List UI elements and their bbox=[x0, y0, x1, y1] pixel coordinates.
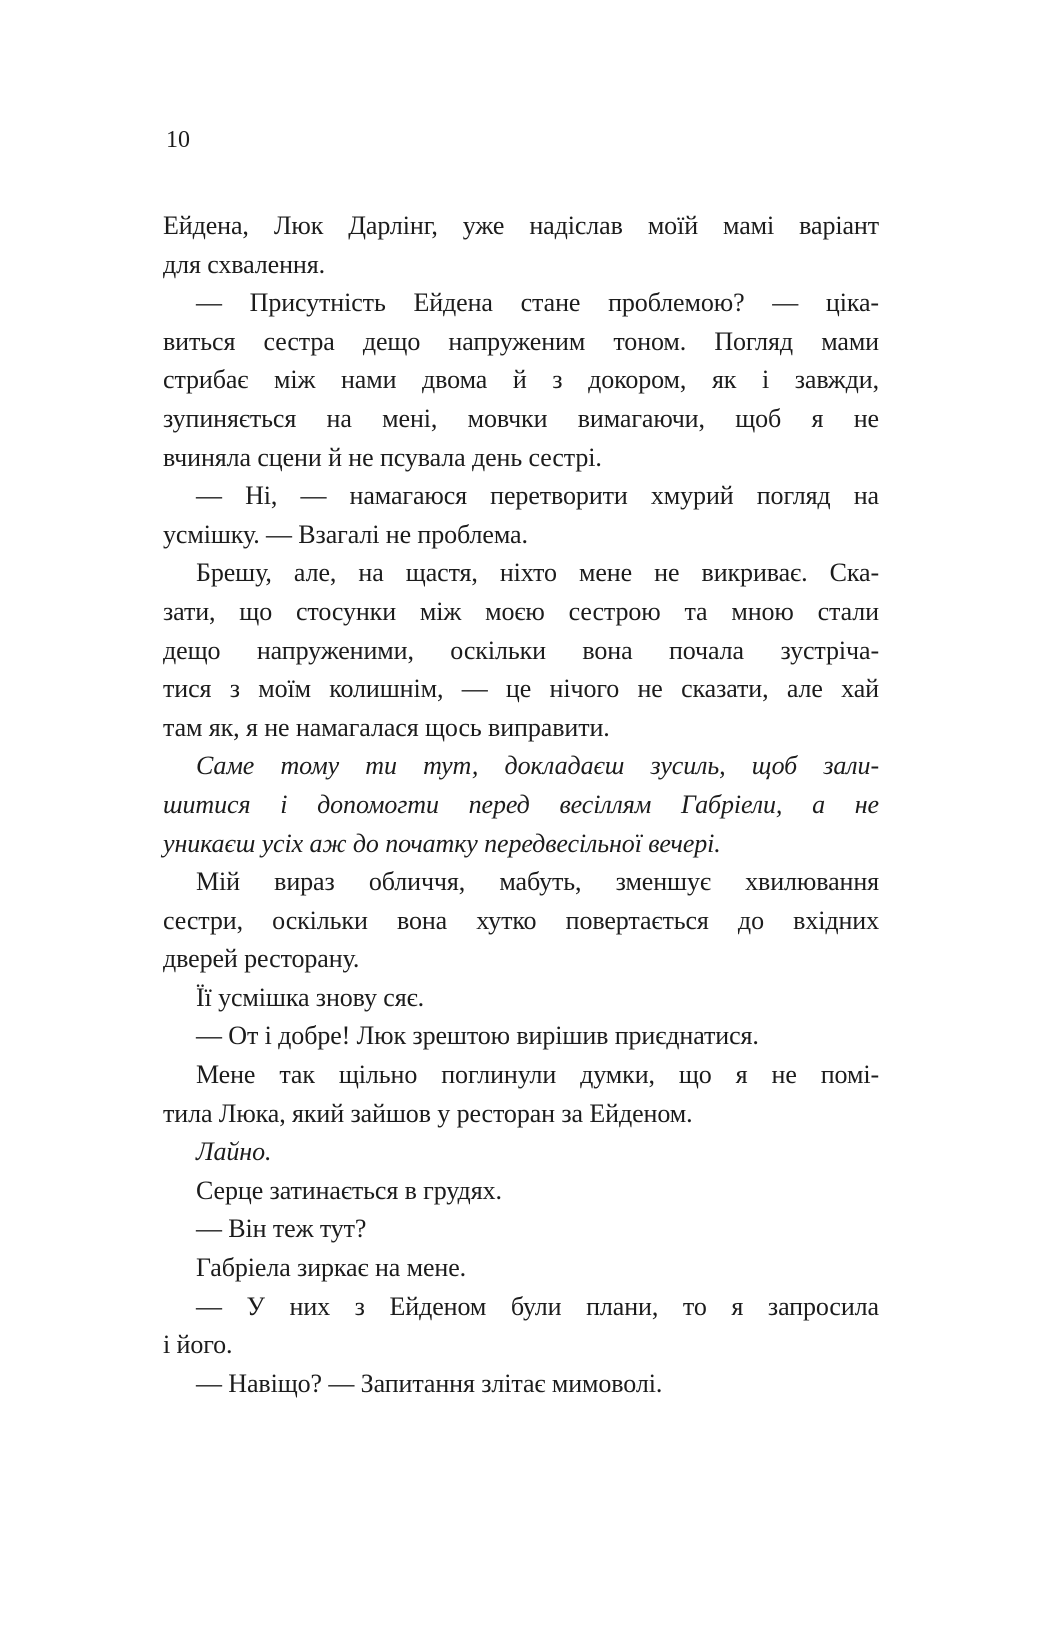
text-line: дещо напруженими, оскільки вона почала зустріча- bbox=[163, 635, 879, 665]
text-line: тися з моїм колишнім, — це нічого не сказати, але хай bbox=[163, 674, 879, 704]
page-number: 10 bbox=[166, 127, 190, 153]
text-line: — Присутність Ейдена стане проблемою? — ціка- bbox=[196, 288, 879, 318]
text-line: зупиняється на мені, мовчки вимагаючи, щоб я не bbox=[163, 403, 879, 433]
text-line: тила Люка, який зайшов у ресторан за Ейденом. bbox=[163, 1098, 693, 1128]
text-line: там як, я не намагалася щось виправити. bbox=[163, 712, 610, 742]
text-line: усмішку. — Взагалі не проблема. bbox=[163, 519, 528, 549]
text-line: зати, що стосунки між моєю сестрою та мною стали bbox=[163, 596, 879, 626]
text-line: сестри, оскільки вона хутко повертається до вхідних bbox=[163, 905, 879, 935]
text-line: стрибає між нами двома й з докором, як і завжди, bbox=[163, 365, 879, 395]
text-line: — У них з Ейденом були плани, то я запросила bbox=[196, 1291, 879, 1321]
text-line: Габріела зиркає на мене. bbox=[196, 1253, 467, 1283]
text-line: Лайно. bbox=[196, 1137, 272, 1167]
text-line: — Навіщо? — Запитання злітає мимоволі. bbox=[196, 1368, 663, 1398]
text-line: шитися і допомогти перед весіллям Габріели, а не bbox=[163, 789, 879, 819]
text-line: — От і добре! Люк зрештою вирішив приєднатися. bbox=[196, 1021, 759, 1051]
text-line: виться сестра дещо напруженим тоном. Погляд мами bbox=[163, 326, 879, 356]
text-line: вчиняла сцени й не псувала день сестрі. bbox=[163, 442, 602, 472]
text-line: Її усмішка знову сяє. bbox=[196, 982, 425, 1012]
text-line: дверей ресторану. bbox=[163, 944, 360, 974]
text-line: і його. bbox=[163, 1330, 233, 1360]
text-line: — Ні, — намагаюся перетворити хмурий погляд на bbox=[196, 481, 879, 511]
text-line: Ейдена, Люк Дарлінг, уже надіслав моїй мамі варіант bbox=[163, 211, 879, 240]
text-line: Саме тому ти тут, докладаєш зусиль, щоб зали- bbox=[196, 751, 879, 781]
text-line: для схвалення. bbox=[163, 249, 325, 279]
text-block bbox=[163, 207, 879, 1403]
text-line: — Він теж тут? bbox=[196, 1214, 367, 1244]
text-line: Брешу, але, на щастя, ніхто мене не викриває. Ска- bbox=[196, 558, 879, 588]
text-line: Мій вираз обличчя, мабуть, зменшує хвилювання bbox=[196, 867, 879, 897]
text-line: уникаєш усіх аж до початку передвесільної вечері. bbox=[163, 828, 721, 858]
text-line: Серце затинається в грудях. bbox=[196, 1175, 502, 1205]
text-line: Мене так щільно поглинули думки, що я не помі- bbox=[196, 1060, 879, 1090]
